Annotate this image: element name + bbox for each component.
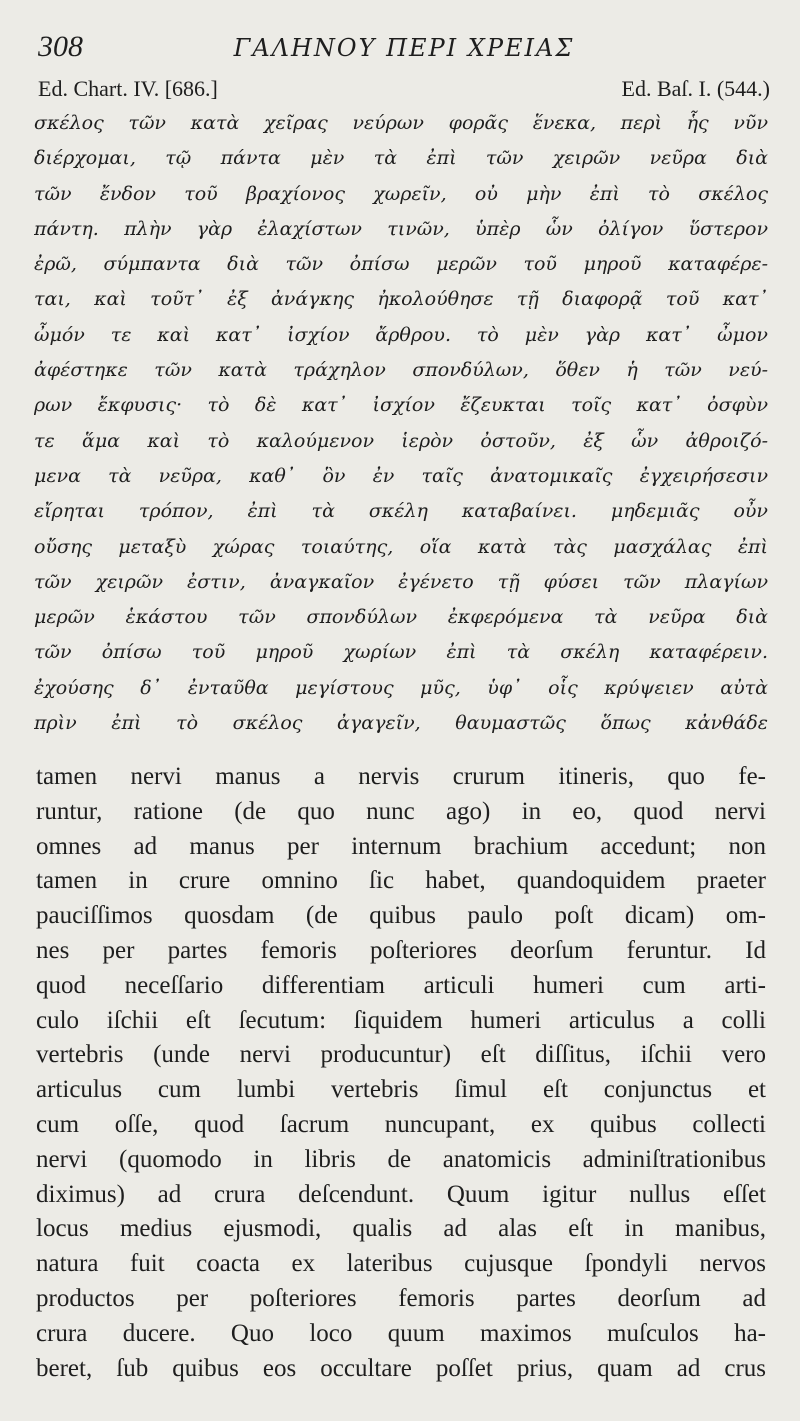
greek-text-line: τῶν ἔνδον τοῦ βραχίονος χωρεῖν, οὐ μὴν ἐπὶ τὸ σκέλος [34,182,768,205]
greek-text-line: διέρχομαι, τῷ πάντα μὲν τὰ ἐπὶ τῶν χειρῶν νεῦρα διὰ [34,147,768,170]
greek-text-line: πάντη. πλὴν γὰρ ἐλαχίστων τινῶν, ὑπὲρ ὧν ὀλίγον ὕστερον [34,217,768,240]
edition-chart-reference: Ed. Chart. IV. [686.] [38,76,218,101]
latin-text-line: omnes ad manus per internum brachium accedunt; non [36,832,766,860]
latin-text-line: locus medius ejusmodi, qualis ad alas eſt in manibus, [36,1215,766,1243]
latin-text-line: nes per partes femoris poſteriores deorſum feruntur. Id [36,936,766,964]
greek-text-line: ται, καὶ τοῦτ᾽ ἐξ ἀνάγκης ἠκολούθησε τῇ διαφορᾷ τοῦ κατ᾽ [34,288,768,311]
edition-reference-line [38,76,770,106]
latin-text-line: productos per poſteriores femoris partes deorſum ad [36,1284,766,1312]
latin-text-line: crura ducere. Quo loco quum maximos muſculos ha- [36,1319,766,1347]
latin-text-line: tamen nervi manus a nervis crurum itineris, quo fe- [36,763,766,790]
latin-text-line: natura fuit coacta ex lateribus cujusque ſpondyli nervos [36,1250,766,1278]
latin-text-line: runtur, ratione (de quo nunc ago) in eo, quod nervi [36,797,766,825]
greek-text-line: ρων ἔκφυσις· τὸ δὲ κατ᾽ ἰσχίον ἔζευκται τοῖς κατ᾽ ὀσφὺν [34,394,768,417]
latin-text-line: beret, ſub quibus eos occultare poſſet prius, quam ad crus [36,1354,766,1382]
page-number: 308 [38,30,83,63]
greek-text-line: τε ἅμα καὶ τὸ καλούμενον ἱερὸν ὀστοῦν, ἐξ ὧν ἀθροιζό- [34,429,768,452]
greek-text-line: ὦμόν τε καὶ κατ᾽ ἰσχίον ἄρθρου. τὸ μὲν γὰρ κατ᾽ ὦμον [34,323,768,346]
greek-text-line: μερῶν ἑκάστου τῶν σπονδύλων ἐκφερόμενα τὰ νεῦρα διὰ [34,606,768,629]
greek-text-line: οὔσης μεταξὺ χώρας τοιαύτης, οἵα κατὰ τὰς μασχάλας ἐπὶ [34,535,768,558]
greek-text-line: πρὶν ἐπὶ τὸ σκέλος ἀγαγεῖν, θαυμαστῶς ὅπως κἀνθάδε [34,712,768,735]
greek-text-line: σκέλος τῶν κατὰ χεῖρας νεύρων φορᾶς ἕνεκα, περὶ ἧς νῦν [34,112,768,134]
running-title: ΓΑΛΗΝΟΥ ΠΕΡΙ ΧΡΕΙΑΣ [233,34,575,62]
latin-text-line: tamen in crure omnino ſic habet, quandoquidem praeter [36,867,766,895]
greek-text-line: τῶν ὀπίσω τοῦ μηροῦ χωρίων ἐπὶ τὰ σκέλη καταφέρειν. [34,641,768,664]
greek-text-line: ἐχούσης δ᾽ ἐνταῦθα μεγίστους μῦς, ὑφ᾽ οἷς κρύψειεν αὐτὰ [34,676,768,699]
latin-text-line: pauciſſimos quosdam (de quibus paulo poſt dicam) om- [36,902,766,930]
latin-text-line: cum oſſe, quod ſacrum nuncupant, ex quibus collecti [36,1110,766,1138]
edition-bas-reference: Ed. Baſ. I. (544.) [621,76,770,101]
greek-text-line: τῶν χειρῶν ἐστιν, ἀναγκαῖον ἐγένετο τῇ φύσει τῶν πλαγίων [34,570,768,593]
latin-text-block [36,760,766,1386]
greek-text-line: ἐρῶ, σύμπαντα διὰ τῶν ὀπίσω μερῶν τοῦ μηροῦ καταφέρε- [34,253,768,276]
latin-text-line: culo iſchii eſt ſecutum: ſiquidem humeri articulus a colli [36,1006,766,1034]
greek-text-block [34,106,768,741]
latin-text-line: vertebris (unde nervi producuntur) eſt diſſitus, iſchii vero [36,1041,766,1069]
greek-text-line: ἀφέστηκε τῶν κατὰ τράχηλον σπονδύλων, ὅθεν ἡ τῶν νεύ- [34,359,768,382]
greek-text-line: μενα τὰ νεῦρα, καθ᾽ ὃν ἐν ταῖς ἀνατομικαῖς ἐγχειρήσεσιν [34,464,768,487]
latin-text-line: nervi (quomodo in libris de anatomicis adminiſtrationibus [36,1145,766,1173]
latin-text-line: quod neceſſario differentiam articuli humeri cum arti- [36,971,766,999]
latin-text-line: articulus cum lumbi vertebris ſimul eſt conjunctus et [36,1076,766,1104]
latin-text-line: diximus) ad crura deſcendunt. Quum igitur nullus eſſet [36,1180,766,1208]
greek-text-line: εἴρηται τρόπον, ἐπὶ τὰ σκέλη καταβαίνει. μηδεμιᾶς οὖν [34,500,768,523]
running-head [38,30,770,70]
